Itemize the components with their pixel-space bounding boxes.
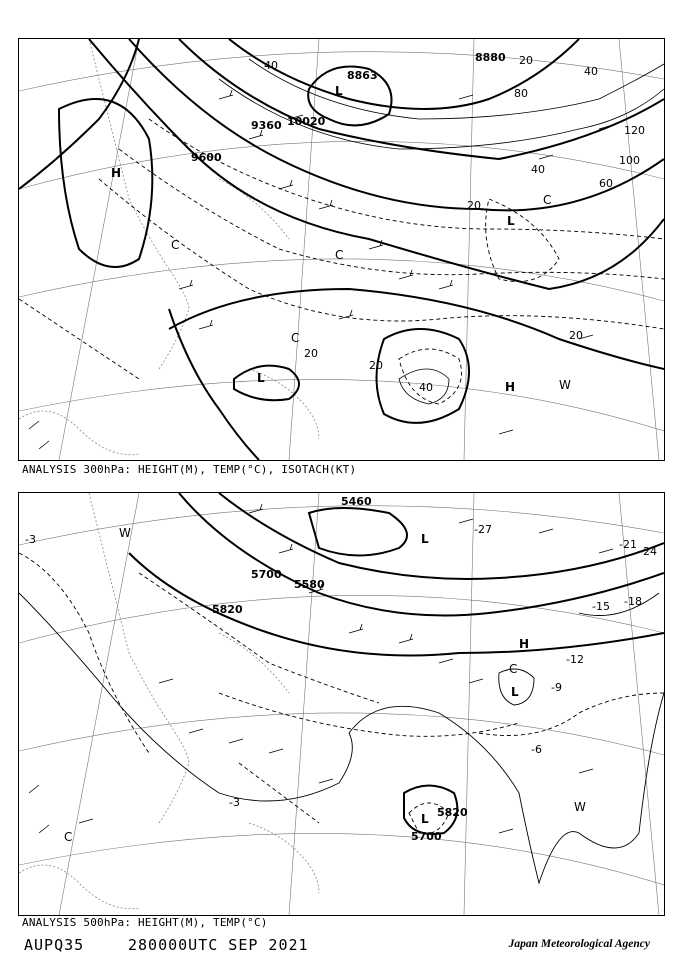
height-label: 5820 — [212, 603, 243, 616]
warm-center-marker: W — [559, 378, 571, 392]
isotach-label: 100 — [619, 154, 640, 167]
temp-label: -9 — [551, 681, 562, 694]
low-center-marker: L — [511, 685, 519, 699]
low-center-marker: L — [507, 214, 515, 228]
high-center-marker: H — [519, 637, 530, 651]
caption-300hpa: ANALYSIS 300hPa: HEIGHT(M), TEMP(°C), ISOTACH(KT) — [22, 463, 357, 476]
isotach-label: 40 — [264, 59, 278, 72]
temp-label: -24 — [639, 545, 657, 558]
low-center-marker: L — [421, 812, 429, 826]
height-label: 9600 — [191, 151, 222, 164]
map-500hpa — [19, 493, 664, 915]
latlon-grid-500 — [19, 493, 664, 915]
cold-center-marker: C — [509, 662, 518, 676]
isotachs-300 — [219, 59, 664, 404]
agency-name: Japan Meteorological Agency — [508, 938, 650, 950]
low-center-marker: L — [257, 371, 265, 385]
temp-label: -21 — [619, 538, 637, 551]
height-label: 5700 — [251, 568, 282, 581]
pressure-centers-300 — [111, 84, 571, 394]
isotach-label: 40 — [419, 381, 433, 394]
chart-500hpa — [18, 492, 665, 916]
pressure-centers-500 — [64, 526, 586, 844]
wind-barbs-500 — [29, 504, 613, 833]
isotach-label: 120 — [624, 124, 645, 137]
temp-label: -6 — [531, 743, 542, 756]
high-center-marker: H — [111, 166, 122, 180]
height-label: 5460 — [341, 495, 372, 508]
cold-center-marker: C — [543, 193, 552, 207]
isotach-label: 60 — [599, 177, 613, 190]
high-center-marker: H — [505, 380, 516, 394]
product-id: AUPQ35 — [24, 936, 85, 954]
isotach-label: 80 — [514, 87, 528, 100]
isotach-label: 20 — [304, 347, 318, 360]
isotach-labels-300 — [264, 54, 645, 394]
low-center-marker: L — [421, 532, 429, 546]
isotach-label: 40 — [584, 65, 598, 78]
temp-label: -27 — [474, 523, 492, 536]
temp-labels-500 — [25, 523, 657, 809]
cold-center-marker: C — [171, 238, 180, 252]
isotach-label: 20 — [369, 359, 383, 372]
height-label: 10020 — [287, 115, 326, 128]
cold-center-marker: C — [291, 331, 300, 345]
height-label: 8863 — [347, 69, 378, 82]
temp-label: -15 — [592, 600, 610, 613]
isotach-label: 40 — [531, 163, 545, 176]
temp-label: -18 — [624, 595, 642, 608]
warm-center-marker: W — [574, 800, 586, 814]
isotach-label: 20 — [519, 54, 533, 67]
isotach-label: 20 — [569, 329, 583, 342]
warm-center-marker: W — [119, 526, 131, 540]
wind-barbs-300 — [29, 90, 613, 449]
temp-label: -12 — [566, 653, 584, 666]
isotherms-500 — [19, 593, 664, 883]
map-300hpa — [19, 39, 664, 460]
height-label: 5580 — [294, 578, 325, 591]
isotherms-dashed-500 — [19, 553, 664, 834]
temp-label: -3 — [25, 533, 36, 546]
chart-300hpa — [18, 38, 665, 461]
height-label: 5820 — [437, 806, 468, 819]
valid-time: 280000UTC SEP 2021 — [128, 936, 309, 954]
low-center-marker: L — [335, 84, 343, 98]
caption-500hpa: ANALYSIS 500hPa: HEIGHT(M), TEMP(°C) — [22, 916, 268, 929]
height-labels-500 — [212, 495, 468, 843]
height-label: 9360 — [251, 119, 282, 132]
isotach-label: 20 — [467, 199, 481, 212]
height-label: 5700 — [411, 830, 442, 843]
coastline-500 — [19, 493, 319, 909]
height-label: 8880 — [475, 51, 506, 64]
temp-label: -3 — [229, 796, 240, 809]
cold-center-marker: C — [335, 248, 344, 262]
cold-center-marker: C — [64, 830, 73, 844]
